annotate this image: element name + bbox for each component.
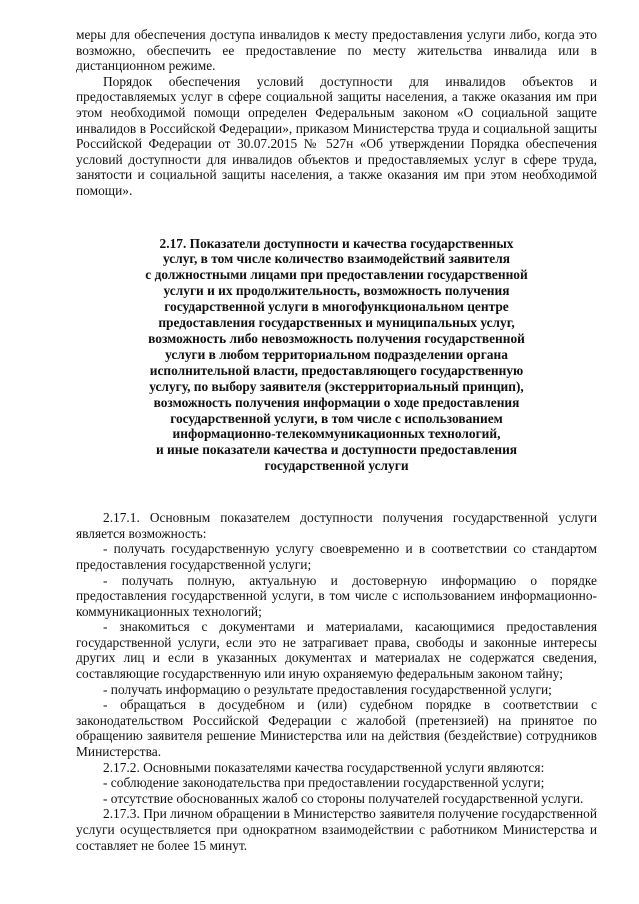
list-item: - обращаться в досудебном и (или) судебном порядке в соответствии с законодательством Российской Федерации с жалобой (претензией) на принятое по обращению заявителя решение Министерства или на действия (бездействие) сотрудников Министерства. [76,697,597,760]
paragraph-2-17-3: 2.17.3. При личном обращении в Министерство заявителя получение государственной услуги осуществляется при однократном взаимодействии с работником Министерства и составляет не более 15 минут. [76,806,597,853]
intro-paragraph-1: меры для обеспечения доступа инвалидов к месту предоставления услуги либо, когда это возможно, обеспечить ее предоставление по месту жительства инвалида или в дистанционном режиме. [76,27,597,74]
list-item: - соблюдение законодательства при предоставлении государственной услуги; [103,775,545,791]
heading-line: информационно-телекоммуникационных технологий, [172,426,501,442]
heading-line: государственной услуги [264,458,409,474]
heading-line: и иные показатели качества и доступности предоставления [155,442,518,458]
heading-line: возможность либо невозможность получения государственной [148,330,525,346]
heading-line: услугу, по выбору заявителя (экстерриториальный принцип), [149,378,524,394]
heading-line: услуги и их продолжительность, возможность получения [163,283,510,299]
heading-line: предоставления государственных и муниципальных услуг, [158,315,515,331]
list-item: - знакомиться с документами и материалами, касающимися предоставления государственной услуги, если это не затрагивает права, свободы и законные интересы других лиц и если в указанных документах и материалах не содержатся сведения, составляющие государственную или иную охраняемую федеральным законом тайну; [76,619,597,682]
heading-line: возможность получения информации о ходе предоставления [153,394,520,410]
heading-line: государственной услуги, в том числе с использованием [170,410,503,426]
heading-line: услуги в любом территориальном подразделении органа [165,346,508,362]
heading-line: 2.17. Показатели доступности и качества государственных [159,235,514,251]
intro-paragraph-2: Порядок обеспечения условий доступности для инвалидов объектов и предоставляемых услуг в сфере социальной защиты населения, а также оказания им при этом необходимой помощи определен Федеральным законом «О социальной защите инвалидов в Российской Федерации», приказом Министерства труда и социальной защиты Российской Федерации от 30.07.2015 № 527н «Об утверждении Порядка обеспечения условий доступности для инвалидов объектов и предоставляемых услуг в сфере труда, занятости и социальной защиты населения, а также оказания им при этом необходимой помощи». [76,73,597,198]
heading-line: с должностными лицами при предоставлении государственной [145,267,528,283]
list-item: - отсутствие обоснованных жалоб со стороны получателей государственной услуги. [103,790,584,806]
document-page [76,27,597,853]
heading-line: услуг, в том числе количество взаимодействий заявителя [162,251,511,267]
section-heading-2-17 [76,236,597,475]
list-item: - получать государственную услугу своевременно и в соответствии со стандартом предоставления государственной услуги; [76,541,597,572]
list-item: - получать информацию о результате предоставления государственной услуги; [103,681,552,697]
paragraph-2-17-1: 2.17.1. Основным показателем доступности получения государственной услуги является возможность: [76,510,597,541]
paragraph-2-17-2: 2.17.2. Основными показателями качества государственной услуги являются: [103,759,545,775]
list-item: - получать полную, актуальную и достоверную информацию о порядке предоставления государственной услуги, в том числе с использованием информационно-коммуникационных технологий; [76,572,597,619]
heading-line: государственной услуги в многофункциональном центре [164,299,509,315]
heading-line: исполнительной власти, предоставляющего государственную [149,362,524,378]
